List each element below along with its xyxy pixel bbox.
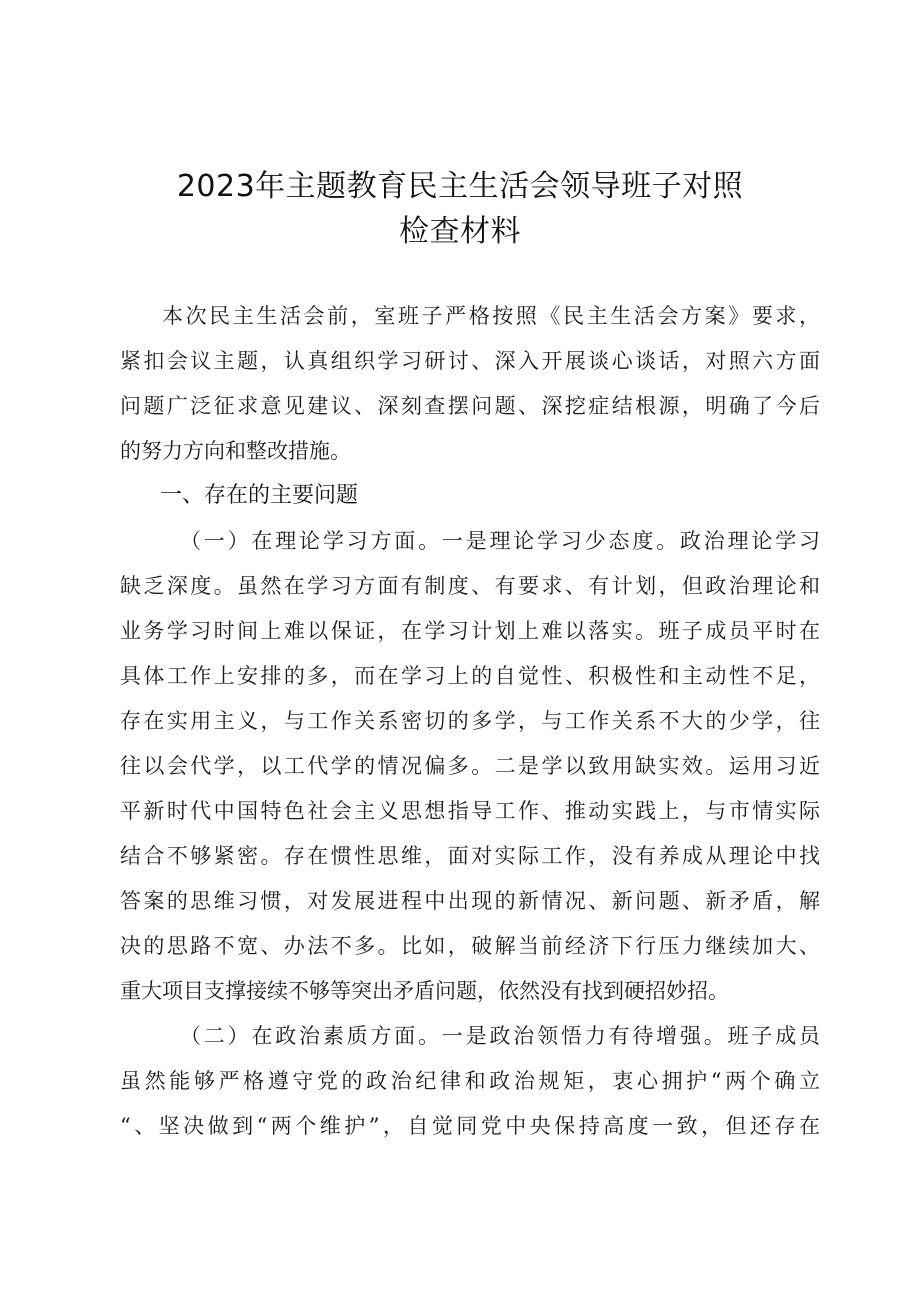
paragraph-line: “、坚决做到“两个维护”，自觉同党中央保持高度一致，但还存在	[120, 1114, 820, 1138]
intro-line: 本次民主生活会前，室班子严格按照《民主生活会方案》要求，	[162, 304, 820, 328]
document-title-line1: 2023年主题教育民主生活会领导班子对照	[176, 169, 744, 204]
paragraph-line: 结合不够紧密。存在惯性思维，面对实际工作，没有养成从理论中找	[120, 844, 820, 868]
intro-line: 紧扣会议主题，认真组织学习研讨、深入开展谈心谈话，对照六方面	[120, 349, 820, 373]
paragraph-line: 平新时代中国特色社会主义思想指导工作、推动实践上，与市情实际	[120, 799, 820, 823]
intro-line: 问题广泛征求意见建议、深刻查摆问题、深挖症结根源，明确了今后	[120, 394, 820, 418]
paragraph-line: 业务学习时间上难以保证，在学习计划上难以落实。班子成员平时在	[120, 619, 820, 643]
intro-line: 的努力方向和整改措施。	[120, 439, 351, 463]
document-title-line2: 检查材料	[399, 214, 521, 249]
paragraph-line: 往以会代学，以工代学的情况偏多。二是学以致用缺实效。运用习近	[120, 754, 820, 778]
paragraph-line: 决的思路不宽、办法不多。比如，破解当前经济下行压力继续加大、	[120, 934, 820, 958]
paragraph-line: 存在实用主义，与工作关系密切的多学，与工作关系不大的少学，往	[120, 709, 820, 733]
paragraph-line: 具体工作上安排的多，而在学习上的自觉性、积极性和主动性不足，	[120, 664, 820, 688]
paragraph-line: 缺乏深度。虽然在学习方面有制度、有要求、有计划，但政治理论和	[120, 574, 820, 598]
paragraph-line: 重大项目支撑接续不够等突出矛盾问题，依然没有找到硬招妙招。	[120, 979, 729, 1003]
section-heading: 一、存在的主要问题	[160, 483, 359, 508]
paragraph-line: （一）在理论学习方面。一是理论学习少态度。政治理论学习	[180, 529, 820, 553]
paragraph-line: （二）在政治素质方面。一是政治领悟力有待增强。班子成员	[180, 1024, 820, 1048]
paragraph-line: 答案的思维习惯，对发展进程中出现的新情况、新问题、新矛盾，解	[120, 889, 820, 913]
paragraph-line: 虽然能够严格遵守党的政治纪律和政治规矩，衷心拥护“两个确立	[120, 1069, 820, 1093]
